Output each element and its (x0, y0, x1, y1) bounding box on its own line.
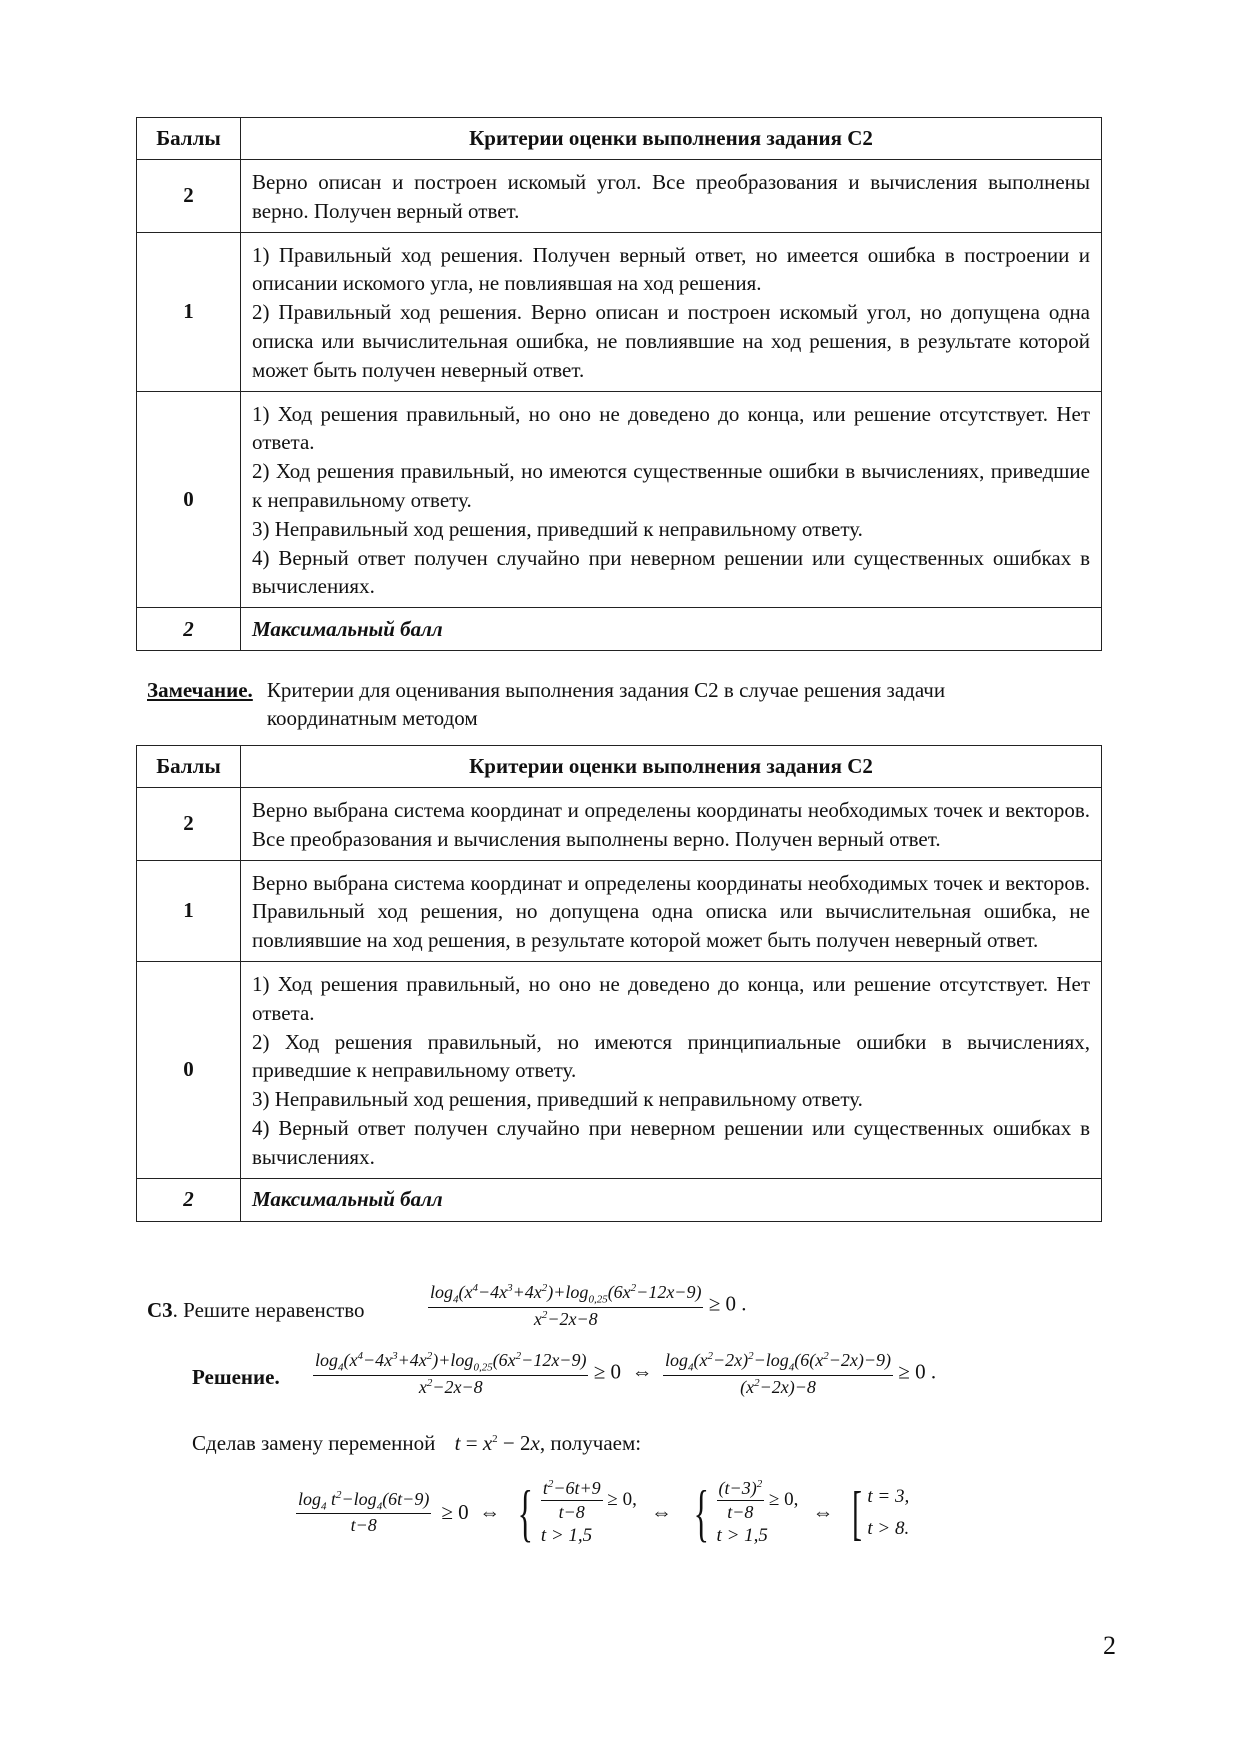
criteria-line: 1) Правильный ход решения. Получен верный ответ, но имеется ошибка в построении и описании искомого угла, не повлиявшая на ход решения. (252, 242, 1090, 296)
criteria-line: Верно выбрана система координат и определены координаты необходимых точек и векторов. Правильный ход решения, но допущена одна описка или вычислительная ошибка, не повлиявшие на ход решения, в результате которой может быть получен неверный ответ. (252, 870, 1090, 953)
criteria-line: Верно описан и построен искомый угол. Все преобразования и вычисления выполнены верно. Получен верный ответ. (252, 170, 1090, 223)
score-header: Баллы (137, 118, 241, 160)
substitution-line: Сделав замену переменной $t = x^2 - 2x$, получаем: (192, 1431, 642, 1455)
solution-equation: $\frac{\log_4(x^4-4x^3+4x^2)+\log_{0,25}(6x^2-12x-9)}{x^2-2x-8}$ ≥ 0 ⇔ $\frac{\log_4(x^2-2x)^2-\log_4(6(x^2-2x)-9)}{(x^2-2x)-8}$ ≥ 0 . (315, 1350, 937, 1397)
score-header: Баллы (137, 746, 241, 788)
note-label: Замечание. (147, 678, 253, 702)
criteria-line: 3) Неправильный ход решения, приведший к неправильному ответу. (252, 516, 863, 541)
criteria-header: Критерии оценки выполнения задания С2 (241, 118, 1102, 160)
note-paragraph (147, 676, 1097, 732)
criteria-cell (241, 961, 1102, 1178)
criteria-line: 4) Верный ответ получен случайно при неверном решении или существенных ошибках в вычислениях. (252, 545, 1090, 599)
criteria-cell (241, 391, 1102, 608)
math-fraction: $\frac{\log_4(x^4-4x^3+4x^2)+\log_{0,25}(6x^2-12x-9)}{x^2-2x-8}$ (430, 1282, 702, 1329)
max-score-cell: 2 (137, 608, 241, 651)
max-score-cell: 2 (137, 1178, 241, 1221)
score-cell: 2 (137, 160, 241, 233)
criteria-line: 1) Ход решения правильный, но оно не доведено до конца, или решение отсутствует. Нет ответа. (252, 401, 1090, 455)
score-cell: 1 (137, 860, 241, 961)
system-1: { $\frac{t^2-6t+9}{t-8}$ ≥ 0, t > 1,5 (517, 1476, 637, 1548)
criteria-line: 1) Ход решения правильный, но оно не доведено до конца, или решение отсутствует. Нет ответа. (252, 971, 1090, 1025)
criteria-line: 2) Ход решения правильный, но имеются существенные ошибки в вычислениях, приведшие к неправильному ответу. (252, 459, 1090, 512)
math-fraction: $\frac{\log_4(x^4-4x^3+4x^2)+\log_{0,25}(6x^2-12x-9)}{x^2-2x-8}$ (315, 1350, 587, 1397)
criteria-line: 2) Ход решения правильный, но имеются принципиальные ошибки в вычислениях, приведшие к неправильному ответу. (252, 1029, 1090, 1083)
criteria-cell (241, 232, 1102, 391)
solution-label: Решение. (192, 1365, 280, 1389)
criteria-cell (241, 788, 1102, 861)
score-cell: 0 (137, 391, 241, 608)
score-cell: 2 (137, 788, 241, 861)
criteria-table-2 (136, 745, 1102, 1222)
page-number: 2 (1103, 1631, 1116, 1660)
task-label: С3 (147, 1298, 173, 1322)
system-2: { $\frac{(t-3)^2}{t-8}$ ≥ 0, t > 1,5 (693, 1476, 799, 1548)
max-score-label: Максимальный балл (241, 1178, 1102, 1221)
criteria-cell (241, 160, 1102, 233)
max-score-label: Максимальный балл (241, 608, 1102, 651)
math-fraction: $\frac{\log_4 t^2-\log_4(6t-9)}{t-8}$ (298, 1488, 430, 1536)
criteria-line: Верно выбрана система координат и определены координаты необходимых точек и векторов. Все преобразования и вычисления выполнены верно. Получен верный ответ. (252, 798, 1090, 851)
task-text: . Решите неравенство (172, 1298, 365, 1322)
answer-set: [ t = 3, t > 8. (852, 1479, 910, 1546)
substitution-text: Сделав замену переменной (192, 1431, 436, 1455)
score-cell: 1 (137, 232, 241, 391)
criteria-line: 2) Правильный ход решения. Верно описан и построен искомый угол, но допущена одна описка или вычислительная ошибка, не повлиявшие на ход решения, в результате которой может быть получен неверный ответ. (252, 300, 1090, 382)
transformation-chain: $\frac{\log_4 t^2-\log_4(6t-9)}{t-8}$ ≥ 0 ⇔ { $\frac{t^2-6t+9}{t-8}$ ≥ 0, t > 1,5 ⇔ { $\frac{(t-3)^2}{t-8}$ ≥ 0, t > 1,5 ⇔ [ t = 3, t > 8. (298, 1476, 910, 1548)
substitution-tail: , получаем: (539, 1431, 642, 1455)
task-c3-statement (147, 1298, 365, 1323)
criteria-cell (241, 860, 1102, 961)
task-c3-inequality: $\frac{\log_4(x^4-4x^3+4x^2)+\log_{0,25}(6x^2-12x-9)}{x^2-2x-8}$ ≥ 0 . (430, 1282, 747, 1329)
math-fraction: $\frac{\log_4(x^2-2x)^2-\log_4(6(x^2-2x)-9)}{(x^2-2x)-8}$ (664, 1350, 892, 1397)
criteria-line: 3) Неправильный ход решения, приведший к неправильному ответу. (252, 1087, 863, 1112)
criteria-header: Критерии оценки выполнения задания С2 (241, 746, 1102, 788)
criteria-line: 4) Верный ответ получен случайно при неверном решении или существенных ошибках в вычислениях. (252, 1115, 1090, 1169)
score-cell: 0 (137, 961, 241, 1178)
note-text: Критерии для оценивания выполнения задания С2 в случае решения задачи координатным методом (266, 678, 946, 730)
criteria-table-1 (136, 117, 1102, 651)
